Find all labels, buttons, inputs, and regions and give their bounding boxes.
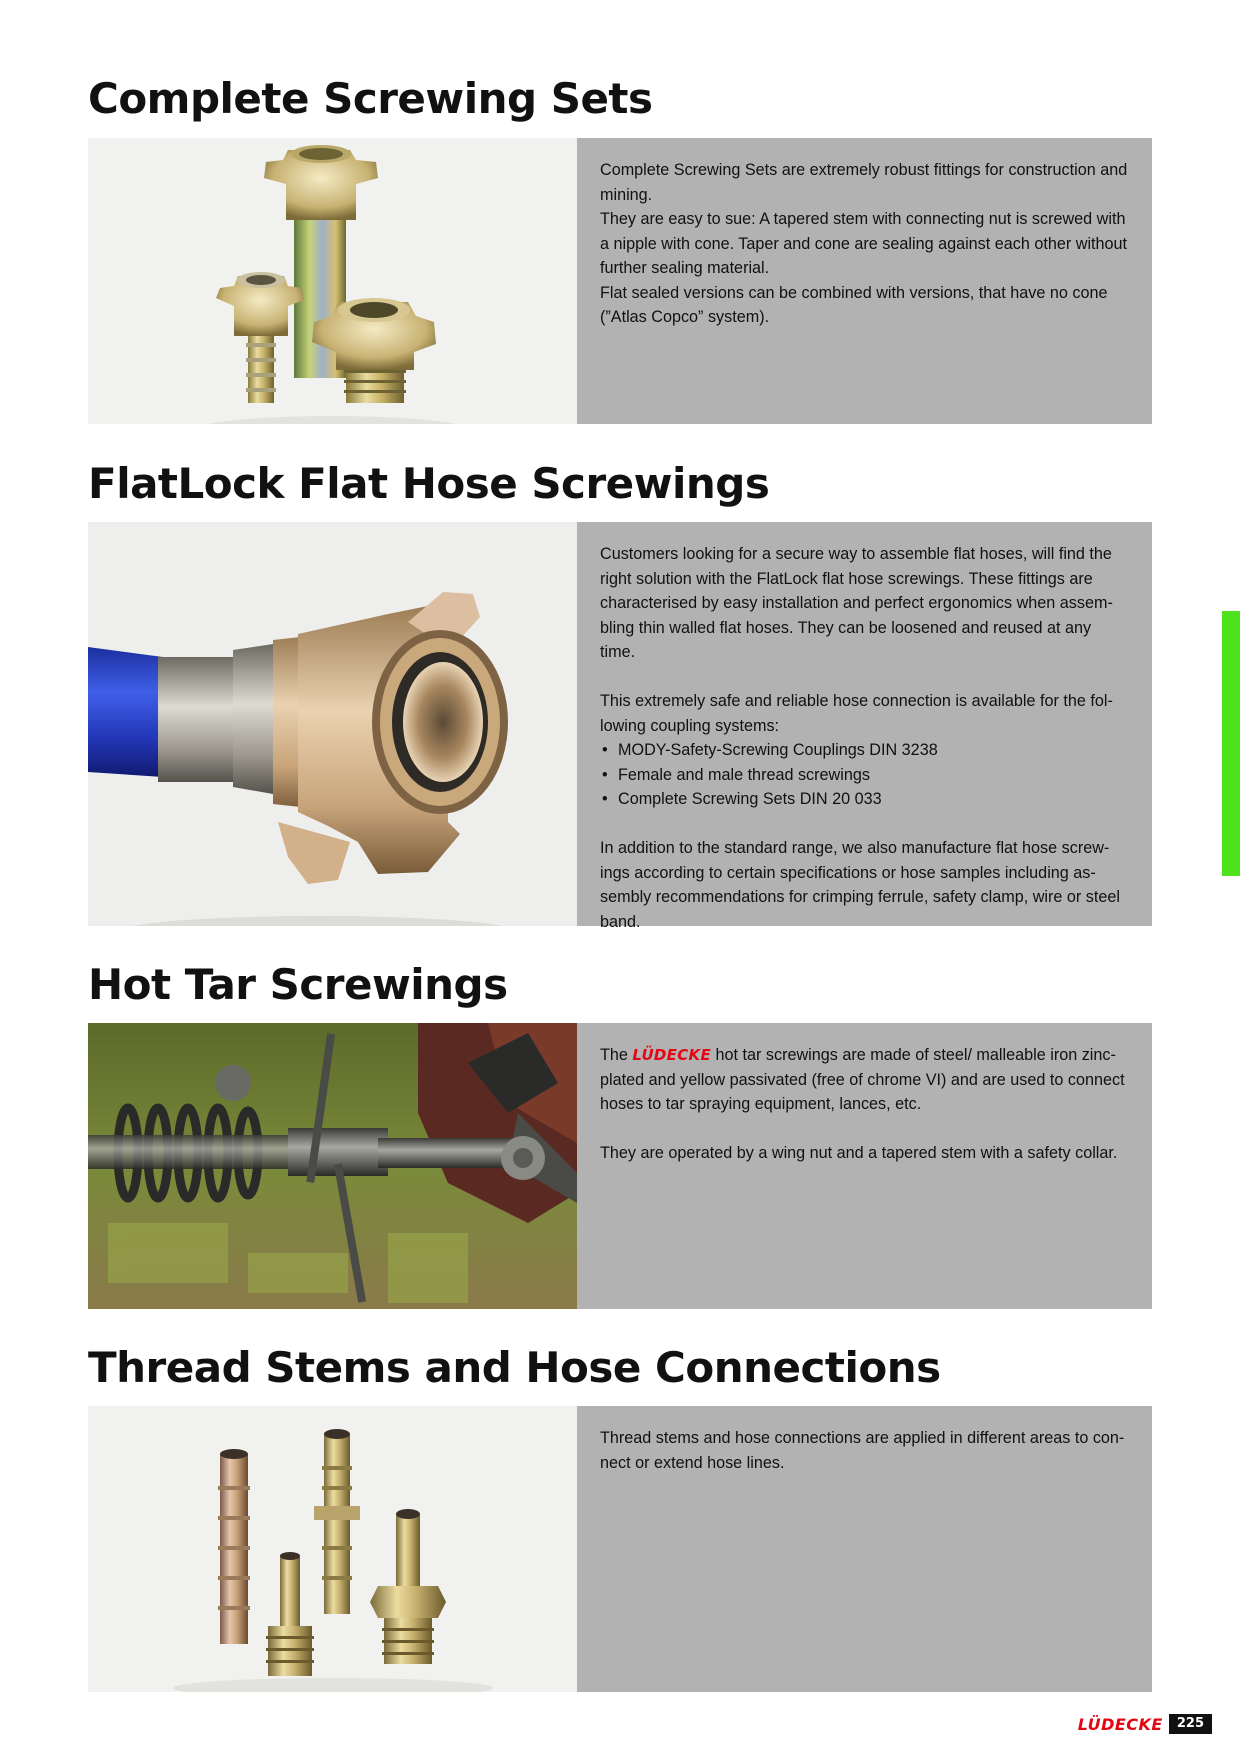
text-panel-complete-screwing-sets: [577, 138, 1152, 424]
paragraph-list-intro: This extremely safe and reliable hose connection is available for the fol-lowing coupling systems:: [600, 692, 1113, 735]
paragraph: They are operated by a wing nut and a tapered stem with a safety collar.: [600, 1144, 1118, 1162]
list-item: • Female and male thread screwings: [600, 763, 1128, 788]
paragraph: [600, 1043, 1128, 1117]
page-number: 225: [1169, 1714, 1212, 1734]
text-panel-hot-tar: [577, 1023, 1152, 1309]
paragraph-rest: hot tar screwings are made of steel/ malleable iron zinc-plated and yellow passivated (free of chrome VI) and are used to connect hoses to tar spraying equipment, lances, etc.: [600, 1046, 1125, 1113]
product-image-thread-stems: [88, 1406, 577, 1692]
list-item: • MODY-Safety-Screwing Couplings DIN 3238: [600, 738, 1128, 763]
paragraph: They are easy to sue: A tapered stem with connecting nut is screwed with a nipple with cone. Taper and cone are sealing against each other without further sealing material.: [600, 210, 1128, 277]
brand-logo: LÜDECKE: [1077, 1714, 1163, 1734]
text-panel-thread-stems: [577, 1406, 1152, 1692]
section-title-hot-tar: Hot Tar Screwings: [88, 960, 508, 1009]
section-thread-stems: [88, 1406, 1152, 1692]
product-image-complete-screwing-sets: [88, 138, 577, 424]
text-panel-flatlock: [577, 522, 1152, 931]
product-image-hot-tar: [88, 1023, 577, 1309]
section-title-thread-stems: Thread Stems and Hose Connections: [88, 1343, 941, 1392]
paragraph-outro: In addition to the standard range, we also manufacture flat hose screw-ings according to certain specifications or hose samples including as-sembly recommendations for crimping ferrule, safety clamp, wire or steel band.: [600, 839, 1120, 931]
paragraph: Thread stems and hose connections are applied in different areas to con-nect or extend hose lines.: [600, 1429, 1125, 1472]
list-item: • Complete Screwing Sets DIN 20 033: [600, 787, 1128, 812]
paragraph: Complete Screwing Sets are extremely robust fittings for construction and mining.: [600, 161, 1128, 204]
section-flatlock: [88, 522, 1152, 931]
paragraph: Flat sealed versions can be combined with versions, that have no cone (”Atlas Copco” system).: [600, 283, 1108, 326]
chapter-tab: [1222, 611, 1240, 876]
section-title-flatlock: FlatLock Flat Hose Screwings: [88, 459, 770, 508]
paragraph-intro: Customers looking for a secure way to assemble flat hoses, will find the right solution with the FlatLock flat hose screwings. These fittings are characterised by easy installation and perfect ergonomics when assem-bling thin walled flat hoses. They can be loosened and reused at any time.: [600, 545, 1113, 661]
section-complete-screwing-sets: [88, 138, 1152, 424]
brand-logo-inline: LÜDECKE: [632, 1046, 712, 1064]
coupling-systems-list: [600, 738, 1128, 812]
paragraph-lead: The: [600, 1046, 628, 1064]
page-footer: [1078, 1714, 1212, 1734]
product-image-flatlock: [88, 522, 577, 926]
section-hot-tar: [88, 1023, 1152, 1309]
section-title-complete-screwing-sets: Complete Screwing Sets: [88, 74, 653, 123]
